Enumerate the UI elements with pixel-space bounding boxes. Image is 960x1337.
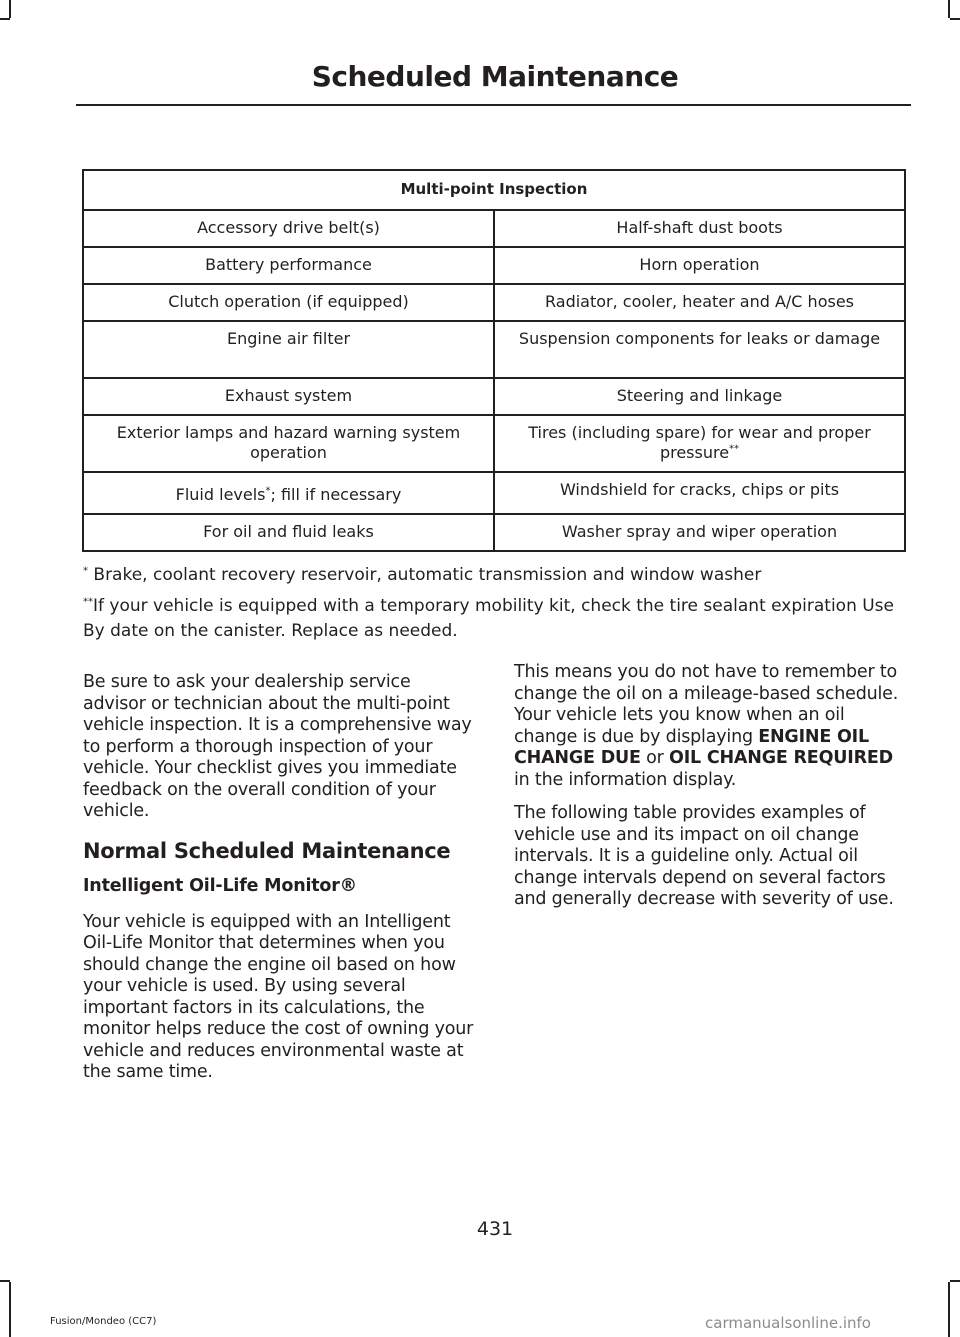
table-row [83, 472, 905, 514]
table-cell [83, 472, 494, 514]
right-column [514, 662, 908, 923]
table-cell: Horn operation [494, 247, 905, 284]
footnote-marker: * [83, 565, 88, 577]
paragraph-text: This means you do not have to remember to change the oil on a mileage-based schedule. Your vehicle lets you know when an oil change is due by displaying [514, 662, 899, 747]
table-cell: Washer spray and wiper operation [494, 514, 905, 551]
watermark: carmanualsonline.info [705, 1314, 871, 1332]
table-row [83, 210, 905, 247]
body-paragraph: The following table provides examples of vehicle use and its impact on oil change intervals. It is a guideline only. Actual oil change intervals depend on several factors and generally decrease with severity of use. [514, 803, 894, 909]
table-row [83, 514, 905, 551]
table-cell: For oil and fluid leaks [83, 514, 494, 551]
footnote-marker: ** [83, 596, 93, 608]
cell-text: Fluid levels [175, 485, 266, 504]
footnote [83, 563, 911, 588]
title-rule [76, 104, 911, 106]
table-caption: Multi-point Inspection [83, 170, 905, 210]
paragraph-text: or [640, 748, 670, 768]
page-number: 431 [476, 1218, 514, 1240]
footnote-text: If your vehicle is equipped with a temporary mobility kit, check the tire sealant expiration Use By date on the canister. Replace as needed. [83, 596, 895, 641]
footnote-marker: * [265, 485, 271, 497]
table-cell: Steering and linkage [494, 378, 905, 415]
footnote [83, 594, 911, 644]
footer-model: Fusion/Mondeo (CC7) [50, 1316, 157, 1327]
footnotes [83, 563, 911, 650]
table-row [83, 284, 905, 321]
crop-mark [948, 1282, 950, 1337]
crop-mark [9, 0, 11, 18]
table-row [83, 247, 905, 284]
table-cell: Clutch operation (if equipped) [83, 284, 494, 321]
crop-mark [950, 1280, 960, 1282]
page-title: Scheduled Maintenance [311, 60, 679, 93]
table-header-row [83, 170, 905, 210]
crop-mark [950, 18, 960, 20]
footnote-marker: ** [729, 443, 740, 455]
left-column [83, 672, 477, 1096]
crop-mark [0, 18, 10, 20]
crop-mark [948, 0, 950, 18]
table-cell: Exhaust system [83, 378, 494, 415]
table-row [83, 378, 905, 415]
section-heading: Normal Scheduled Maintenance [83, 838, 451, 863]
table-cell: Battery performance [83, 247, 494, 284]
table-cell: Windshield for cracks, chips or pits [494, 472, 905, 514]
display-message: ENGINE OIL CHANGE DUE [514, 726, 869, 768]
table-cell: Exterior lamps and hazard warning system operation [83, 415, 494, 472]
table-row [83, 321, 905, 378]
subsection-heading: Intelligent Oil-Life Monitor® [83, 876, 357, 896]
table-cell: Engine air filter [83, 321, 494, 378]
table-cell: Accessory drive belt(s) [83, 210, 494, 247]
multi-point-inspection-table [82, 169, 906, 552]
table-row [83, 415, 905, 472]
body-paragraph [514, 662, 908, 791]
cell-text: Tires (including spare) for wear and proper pressure [528, 423, 871, 462]
paragraph-text: in the information display. [514, 769, 737, 790]
cell-text: ; fill if necessary [270, 485, 402, 504]
table-cell [494, 415, 905, 472]
display-message: OIL CHANGE REQUIRED [669, 748, 893, 768]
footnote-text: Brake, coolant recovery reservoir, automatic transmission and window washer [88, 565, 762, 585]
table-cell: Radiator, cooler, heater and A/C hoses [494, 284, 905, 321]
table-cell: Suspension components for leaks or damage [494, 321, 905, 378]
table-cell: Half-shaft dust boots [494, 210, 905, 247]
crop-mark [9, 1282, 11, 1337]
body-paragraph: Your vehicle is equipped with an Intelligent Oil-Life Monitor that determines when you should change the engine oil based on how your vehicle is used. By using several important factors in its calculations, the monitor helps reduce the cost of owning your vehicle and reduces environmental waste at the same time. [83, 911, 474, 1082]
intro-paragraph: Be sure to ask your dealership service advisor or technician about the multi-point vehicle inspection. It is a comprehensive way to perform a thorough inspection of your vehicle. Your checklist gives you immediate feedback on the overall condition of your vehicle. [83, 672, 472, 821]
